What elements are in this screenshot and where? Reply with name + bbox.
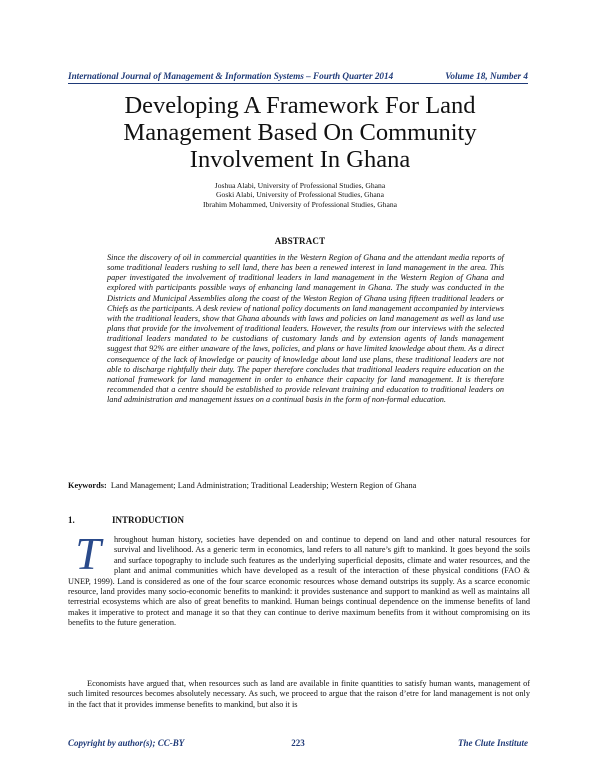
body-paragraph: Economists have argued that, when resources such as land are available in finite quantities to satisfy human wants, management of such limited resources becomes absolutely necessary. As such, we proceed to argue that the raison d’etre for land management is not only in the fact that it provides immense benefits to mankind, but also it is	[68, 679, 530, 709]
keywords-text: Land Management; Land Administration; Traditional Leadership; Western Region of Ghana	[110, 481, 417, 490]
author-list	[100, 181, 500, 209]
drop-cap: T	[75, 528, 101, 579]
abstract-heading: ABSTRACT	[274, 236, 326, 246]
title-line-3: Involvement In Ghana	[189, 146, 411, 173]
author: Goski Alabi, University of Professional Studies, Ghana	[216, 190, 384, 200]
section-title: INTRODUCTION	[112, 515, 185, 525]
title-line-1: Developing A Framework For Land	[124, 92, 476, 119]
journal-name: International Journal of Management & Information Systems – Fourth Quarter 2014	[68, 71, 394, 81]
keywords-label: Keywords:	[68, 481, 107, 490]
running-header	[68, 71, 528, 84]
title-line-2: Management Based On Community	[123, 119, 477, 146]
intro-paragraph	[68, 528, 530, 629]
volume-number: Volume 18, Number 4	[445, 71, 528, 81]
copyright-notice: Copyright by author(s); CC-BY	[68, 738, 185, 748]
author: Ibrahim Mohammed, University of Professional Studies, Ghana	[202, 199, 398, 209]
abstract-text: Since the discovery of oil in commercial quantities in the Western Region of Ghana and the attendant media reports of some traditional leaders rushing to sell land, there has been a renewed interest in land management in the area. This paper investigated the involvement of traditional leaders in land management in the Western Region of Ghana and explored with participants possible ways of enhancing land management in Ghana. The study was conducted in the Districts and Municipal Assemblies along the coast of the Weston Region of Ghana using fifteen traditional leaders or Chiefs as the participants. A desk review of national policy documents on land management accompanied by interviews with the traditional leaders, show that Ghana abounds with laws and policies on land management as well as land use plans that provide for the involvement of traditional leaders. However, the results from our interviews with the selected traditional leaders mandated to be custodians of customary lands and by extension agents of lands management suggest that 92% are either unaware of the laws, policies, and plans or have limited knowledge about them. As a direct consequence of the lack of knowledge or paucity of knowledge about land use plans, these traditional leaders are not able to discharge rightfully their duty. The paper therefore concludes that traditional leaders require education on the national framework for land management in order to enhance their capacity for land management. It is therefore recommended that a centre should be established to provide relevant training and education to traditional leaders on land administration and management issues on a continual basis in the form of non-formal education.	[107, 253, 504, 405]
publisher-name: The Clute Institute	[457, 738, 528, 748]
paper-title	[80, 92, 520, 173]
section-heading	[68, 515, 184, 525]
keywords	[68, 481, 530, 490]
intro-text: hroughout human history, societies have depended on and continue to depend on land and other natural resources for survival and livelihood. As a generic term in economics, land refers to all nature’s gift to mankind. It goes beyond the soils and surface topography to include such features as the underlying superficial deposits, climate and water resources, and the plant and animal communities which have developed as a result of the interaction of these physical conditions (FAO & UNEP, 1999). Land is considered as one of the four scarce economic resources whose demand outstrips its supply. As a scarce economic resource, land provides many socio-economic benefits to mankind: it provides sustenance and support to mankind as well as maintains all terrestrial ecosystems which are also of great benefits to mankind. Human beings continual dependence on the immense benefits of land makes it imperative to protect and manage it so that they can continue to derive maximum benefits from it without compromising on its benefits to the future generation.	[68, 535, 530, 628]
page-number: 223	[291, 738, 305, 748]
author: Joshua Alabi, University of Professional Studies, Ghana	[214, 181, 386, 190]
section-number: 1.	[68, 515, 75, 525]
